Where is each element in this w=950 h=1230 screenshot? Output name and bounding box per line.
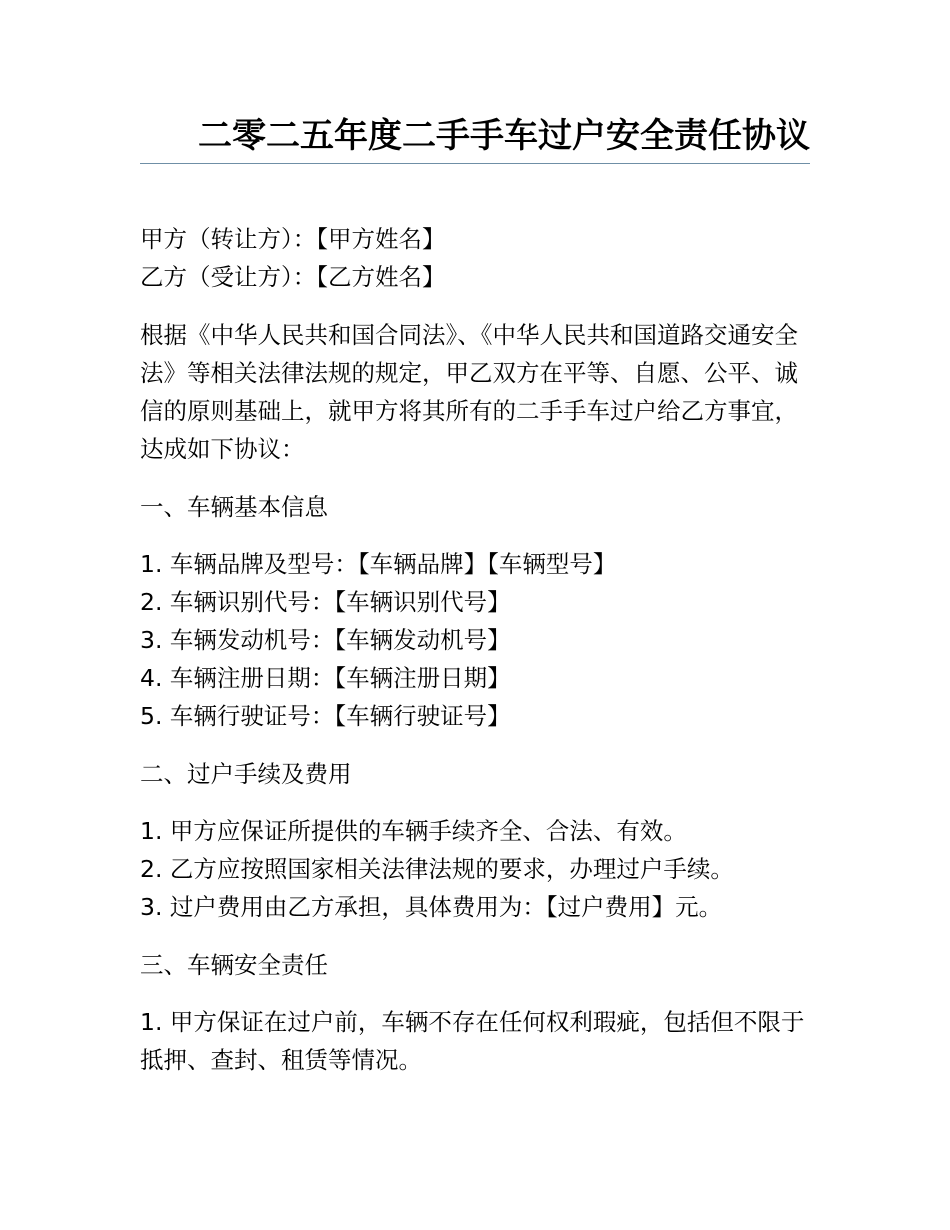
document-title: 二零二五年度二手手车过户安全责任协议 [198, 116, 810, 156]
list-item: 1. 甲方应保证所提供的车辆手续齐全、合法、有效。 [140, 817, 687, 845]
list-item: 2. 车辆识别代号：【车辆识别代号】 [140, 588, 511, 616]
document-body [140, 220, 812, 1079]
list-item: 1. 甲方保证在过户前，车辆不存在任何权利瑕疵，包括但不限于抵押、查封、租赁等情况。 [140, 1008, 805, 1074]
list-item: 3. 车辆发动机号：【车辆发动机号】 [140, 626, 511, 654]
list-item: 1. 车辆品牌及型号：【车辆品牌】【车辆型号】 [140, 550, 617, 578]
title-divider [140, 163, 810, 164]
list-item: 3. 过户费用由乙方承担，具体费用为：【过户费用】元。 [140, 893, 723, 921]
party-a-line: 甲方（转让方）：【甲方姓名】 [140, 225, 446, 253]
list-item: 2. 乙方应按照国家相关法律法规的要求，办理过户手续。 [140, 855, 734, 883]
section-heading-transfer-fees: 二、过户手续及费用 [140, 760, 352, 788]
party-b-line: 乙方（受让方）：【乙方姓名】 [140, 263, 446, 291]
intro-paragraph: 根据《中华人民共和国合同法》、《中华人民共和国道路交通安全法》等相关法律法规的规定，甲乙双方在平等、自愿、公平、诚信的原则基础上，就甲方将其所有的二手手车过户给乙方事宜，达成如下协议： [140, 321, 798, 463]
list-item: 5. 车辆行驶证号：【车辆行驶证号】 [140, 702, 511, 730]
section-heading-vehicle-info: 一、车辆基本信息 [140, 493, 328, 521]
list-item: 4. 车辆注册日期：【车辆注册日期】 [140, 664, 511, 692]
section-heading-safety-responsibility: 三、车辆安全责任 [140, 951, 328, 979]
